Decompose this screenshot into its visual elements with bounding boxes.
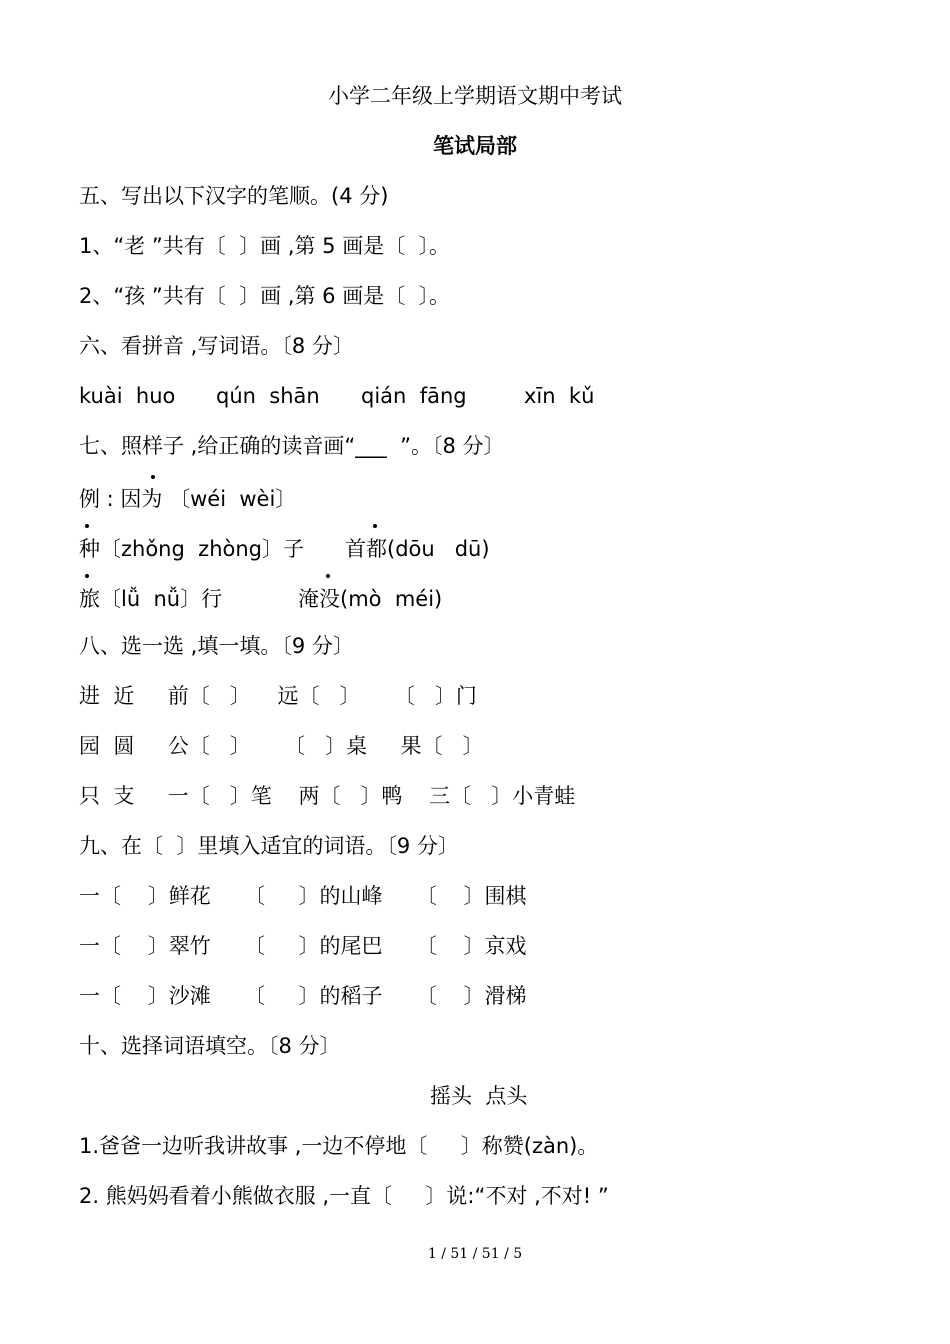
emphasis-dot <box>326 574 330 578</box>
section-6-heading: 六、看拼音 ,写词语。〔8 分〕 <box>79 334 354 358</box>
section-8-row: 只 支 一〔 〕笔 两〔 〕鸭 三〔 〕小青蛙 <box>79 784 576 808</box>
section-10-heading: 十、选择词语填空。〔8 分〕 <box>79 1034 341 1058</box>
pinyin-item: xīn kǔ <box>524 384 595 408</box>
emphasis-dot <box>85 524 89 528</box>
section-7-heading: 七、照样子 ,给正确的读音画“___ ”。〔8 分〕 <box>79 434 505 458</box>
section-9-row: 一〔 〕鲜花 〔 〕的山峰 〔 〕围棋 <box>79 884 527 908</box>
section-7-example: 例 : 因为 〔wéi wèi〕 <box>79 487 297 511</box>
section-9-row: 一〔 〕沙滩 〔 〕的稻子 〔 〕滑梯 <box>79 984 527 1008</box>
section-5-heading: 五、写出以下汉字的笔顺。(4 分) <box>79 184 389 208</box>
section-10-options: 摇头 点头 <box>430 1084 528 1108</box>
section-7-row-2-left: 旅〔lǚ nǚ〕行 <box>79 587 223 611</box>
section-10-question-1: 1.爸爸一边听我讲故事 ,一边不停地〔 〕称赞(zàn)。 <box>79 1134 599 1158</box>
section-7-row-2-right: 淹没(mò méi) <box>298 587 443 611</box>
section-9-row: 一〔 〕翠竹 〔 〕的尾巴 〔 〕京戏 <box>79 934 527 958</box>
page-number: 1 / 51 / 51 / 5 <box>427 1246 523 1262</box>
section-5-question-1: 1、“老 ”共有〔 〕画 ,第 5 画是〔 〕。 <box>79 234 451 258</box>
section-5-question-2: 2、“孩 ”共有〔 〕画 ,第 6 画是〔 〕。 <box>79 284 451 308</box>
page-subtitle: 笔试局部 <box>433 134 517 158</box>
section-10-question-2: 2. 熊妈妈看着小熊做衣服 ,一直〔 〕说:“不对 ,不对! ” <box>79 1184 609 1208</box>
pinyin-item: kuài huo <box>79 384 176 408</box>
pinyin-item: qián fāng <box>361 384 467 408</box>
page-title: 小学二年级上学期语文期中考试 <box>328 84 622 108</box>
emphasis-dot <box>151 475 155 479</box>
pinyin-item: qún shān <box>216 384 320 408</box>
section-8-row: 园 圆 公〔 〕 〔 〕桌 果〔 〕 <box>79 734 484 758</box>
section-8-row: 进 近 前〔 〕 远〔 〕 〔 〕门 <box>79 684 477 708</box>
section-9-heading: 九、在〔 〕里填入适宜的词语。〔9 分〕 <box>79 834 459 858</box>
section-7-row-1-right: 首都(dōu dū) <box>345 537 490 561</box>
emphasis-dot <box>373 524 377 528</box>
emphasis-dot <box>85 574 89 578</box>
section-7-row-1-left: 种〔zhǒng zhòng〕子 <box>79 537 304 561</box>
section-8-heading: 八、选一选 ,填一填。〔9 分〕 <box>79 634 354 658</box>
